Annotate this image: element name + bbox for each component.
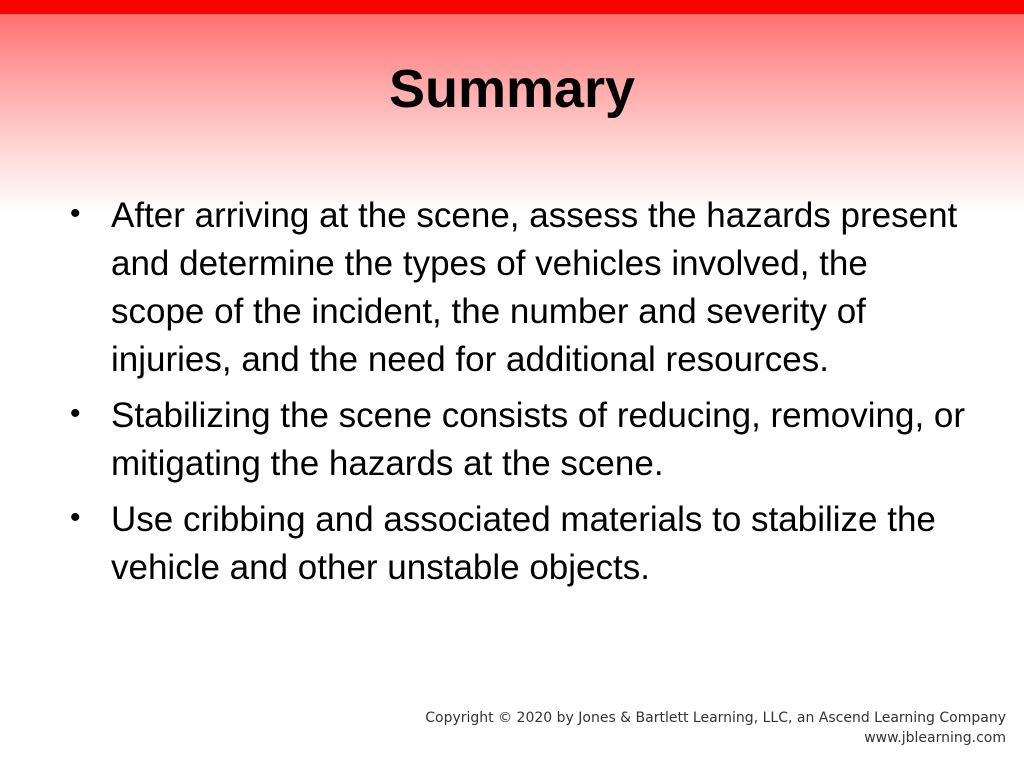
top-accent-bar (0, 0, 1024, 14)
slide-title: Summary (388, 59, 636, 119)
bullet-icon: • (70, 197, 81, 230)
bullet-item-3 (70, 496, 970, 592)
bullet-list (70, 192, 970, 600)
bullet-text: Use cribbing and associated materials to stabilize the vehicle and other unstable objects. (111, 500, 936, 587)
website-link[interactable]: www.jblearning.com (864, 730, 1006, 746)
bullet-text: Stabilizing the scene consists of reducing, removing, or mitigating the hazards at the scene. (111, 396, 966, 483)
bullet-icon: • (70, 501, 81, 534)
copyright-notice: Copyright © 2020 by Jones & Bartlett Learning, LLC, an Ascend Learning Company (425, 710, 1006, 726)
footer (425, 708, 1006, 748)
bullet-icon: • (70, 397, 81, 430)
bullet-item-1 (70, 192, 970, 384)
bullet-item-2 (70, 392, 970, 488)
bullet-text: After arriving at the scene, assess the hazards present and determine the types of vehicles involved, the scope of the incident, the number and severity of injuries, and the need for additional resources. (111, 196, 958, 379)
